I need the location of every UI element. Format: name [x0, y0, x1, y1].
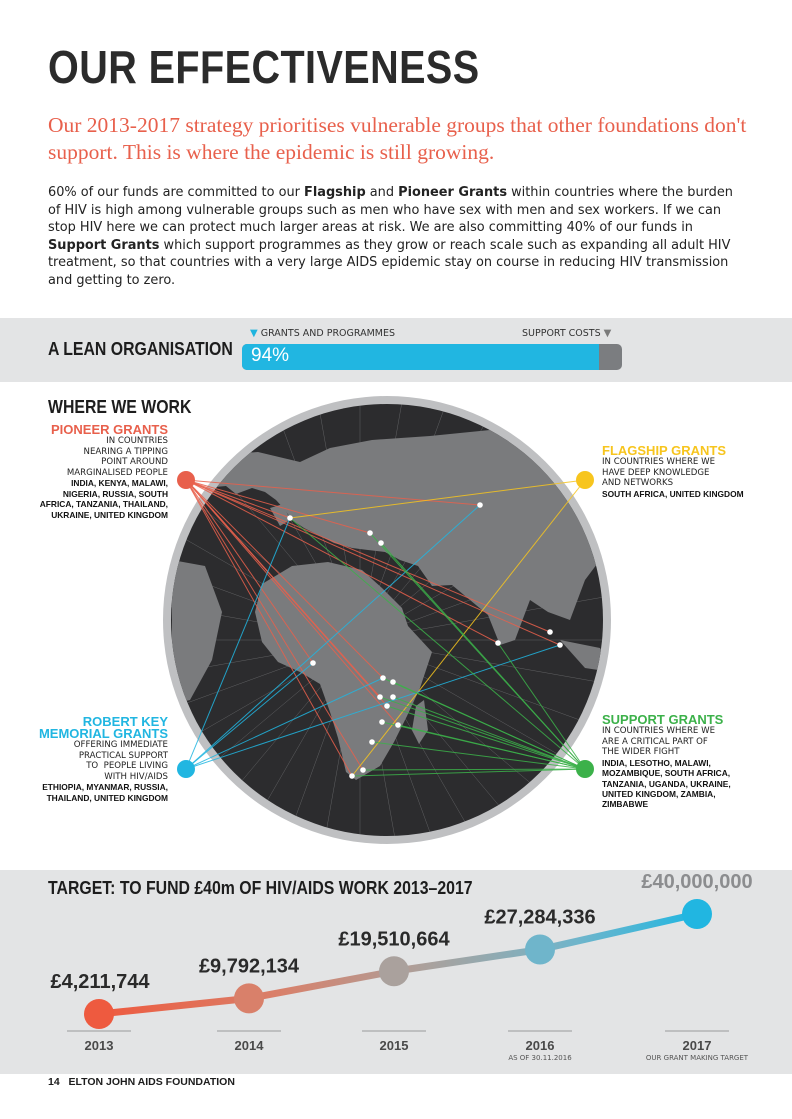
- country-dot: [384, 703, 390, 709]
- pioneer-grants-node: [177, 471, 195, 489]
- countries-line: MOZAMBIQUE, SOUTH AFRICA,: [602, 768, 731, 779]
- country-dot: [390, 679, 396, 685]
- target-marks: [51, 871, 753, 1062]
- page-footer: [48, 1076, 235, 1088]
- desc-line: IN COUNTRIES: [106, 436, 168, 446]
- intro-emphasis: Support Grants: [48, 237, 160, 253]
- country-dot: [379, 719, 385, 725]
- footer-org: ELTON JOHN AIDS FOUNDATION: [68, 1076, 235, 1088]
- triangle-down-icon: ▼: [250, 328, 258, 339]
- target-line-chart: [0, 870, 792, 1074]
- year-note: OUR GRANT MAKING TARGET: [645, 1054, 749, 1062]
- intro-paragraph: [48, 184, 748, 289]
- desc-line: TO PEOPLE LIVING: [86, 761, 168, 772]
- pioneer-grants-countries: [36, 478, 168, 520]
- intro-text: and: [365, 185, 399, 200]
- grants-programmes-label: [250, 328, 395, 339]
- robert-key-grants-heading: [36, 716, 168, 740]
- target-point-2016: [525, 935, 555, 965]
- support-grants-node: [576, 760, 594, 778]
- country-dot: [557, 642, 563, 648]
- target-value-label: £19,510,664: [338, 928, 450, 951]
- desc-line: THE WIDER FIGHT: [602, 747, 680, 758]
- pioneer-grants-desc: [36, 436, 168, 478]
- year-note: AS OF 30.11.2016: [508, 1054, 572, 1062]
- robert-key-grants-desc: [36, 740, 168, 782]
- desc-line: PRACTICAL SUPPORT: [78, 750, 168, 761]
- target-title: TARGET: TO FUND £40m OF HIV/AIDS WORK 2013–2017: [48, 878, 473, 898]
- countries-line: UNITED KINGDOM, ZAMBIA,: [602, 789, 716, 799]
- countries-line: INDIA, LESOTHO, MALAWI,: [602, 757, 711, 768]
- robert-key-grants-node: [177, 760, 195, 778]
- flagship-grants-legend: [602, 445, 752, 499]
- triangle-down-icon: ▼: [603, 328, 612, 339]
- countries-line: UKRAINE, UNITED KINGDOM: [51, 509, 168, 520]
- intro-emphasis: Flagship: [304, 185, 366, 200]
- country-dot: [367, 530, 373, 536]
- support-grants-heading: SUPPORT GRANTS: [602, 712, 724, 727]
- robert-key-grants-legend: [36, 716, 168, 803]
- country-dot: [495, 640, 501, 646]
- target-value-label: £9,792,134: [198, 955, 300, 978]
- desc-line: AND NETWORKS: [602, 478, 674, 489]
- target-point-2017: [682, 899, 712, 929]
- target-value-label: £40,000,000: [641, 871, 753, 893]
- countries-line: INDIA, KENYA, MALAWI,: [71, 478, 168, 489]
- lean-progress-bar: [242, 344, 622, 370]
- flagship-grants-desc: [602, 457, 752, 489]
- target-point-2013: [84, 999, 114, 1029]
- intro-text: within countries where the burden of HIV is high among vulnerable groups such as men who have sex with men and sex workers. If we can stop HIV here we can protect much larger areas at risk. We are also committing 40% of our funds in: [48, 185, 733, 235]
- intro-emphasis: Pioneer Grants: [398, 185, 508, 200]
- flagship-grants-node: [576, 471, 594, 489]
- country-dot: [380, 675, 386, 681]
- desc-line: IN COUNTRIES WHERE WE: [602, 726, 715, 736]
- desc-line: NEARING A TIPPING: [83, 446, 168, 457]
- support-grants-countries: [602, 758, 762, 810]
- support-label-text: SUPPORT COSTS: [522, 328, 601, 339]
- page-title: OUR EFFECTIVENESS: [48, 41, 480, 93]
- flagship-grants-countries: [602, 489, 752, 499]
- desc-line: WITH HIV/AIDS: [104, 771, 168, 782]
- desc-line: MARGINALISED PEOPLE: [66, 467, 168, 478]
- heading-line: MEMORIAL GRANTS: [38, 726, 168, 741]
- country-dot: [360, 767, 366, 773]
- desc-line: ARE A CRITICAL PART OF: [602, 736, 708, 747]
- support-grants-desc: [602, 726, 762, 758]
- country-dot: [547, 629, 553, 635]
- target-value-label: £27,284,336: [484, 906, 596, 929]
- desc-line: POINT AROUND: [101, 457, 168, 468]
- country-dot: [390, 694, 396, 700]
- lean-organisation-title: A LEAN ORGANISATION: [48, 339, 233, 359]
- country-dot: [377, 694, 383, 700]
- target-point-2014: [234, 983, 264, 1013]
- country-dot: [477, 502, 483, 508]
- country-dot: [395, 722, 401, 728]
- target-point-2015: [379, 956, 409, 986]
- countries-line: AFRICA, TANZANIA, THAILAND,: [39, 499, 168, 510]
- countries-line: TANZANIA, UGANDA, UKRAINE,: [602, 778, 731, 789]
- desc-line: HAVE DEEP KNOWLEDGE: [602, 467, 710, 478]
- year-label: 2017: [682, 1038, 712, 1053]
- desc-line: IN COUNTRIES WHERE WE: [602, 457, 715, 467]
- year-label: 2016: [525, 1038, 555, 1053]
- countries-line: NIGERIA, RUSSIA, SOUTH: [62, 488, 168, 499]
- page-number: 14: [48, 1076, 60, 1088]
- country-dot: [349, 773, 355, 779]
- support-grants-legend: [602, 714, 762, 810]
- heading-line: ROBERT KEY: [82, 714, 168, 729]
- target-value-label: £4,211,744: [50, 971, 150, 993]
- country-dot: [310, 660, 316, 666]
- robert-key-grants-countries: [36, 782, 168, 803]
- intro-text: 60% of our funds are committed to our: [48, 185, 305, 200]
- support-costs-label: [522, 328, 611, 339]
- intro-text: which support programmes as they grow or reach scale such as expanding all adult HIV treatment, so that countries with a very large AIDS epidemic stay on course in reducing HIV transmission and getting to zero.: [48, 237, 731, 288]
- desc-line: OFFERING IMMEDIATE: [73, 740, 168, 750]
- countries-line: SOUTH AFRICA, UNITED KINGDOM: [602, 488, 744, 499]
- lean-progress-fill: [242, 344, 599, 370]
- flagship-grants-heading: FLAGSHIP GRANTS: [602, 443, 726, 458]
- countries-line: THAILAND, UNITED KINGDOM: [46, 792, 168, 803]
- countries-line: ETHIOPIA, MYANMAR, RUSSIA,: [42, 782, 168, 793]
- where-we-work-title: WHERE WE WORK: [48, 397, 192, 417]
- pioneer-grants-heading: PIONEER GRANTS: [50, 422, 168, 437]
- grants-label-text: GRANTS AND PROGRAMMES: [260, 328, 396, 339]
- year-label: 2014: [234, 1038, 264, 1053]
- country-dot: [369, 739, 375, 745]
- countries-line: ZIMBABWE: [602, 799, 649, 810]
- pioneer-grants-legend: [36, 424, 168, 520]
- country-dot: [287, 515, 293, 521]
- year-label: 2015: [379, 1038, 409, 1053]
- lean-percent-label: 94%: [251, 345, 290, 366]
- country-dot: [378, 540, 384, 546]
- year-label: 2013: [84, 1038, 114, 1053]
- page-subtitle: Our 2013-2017 strategy prioritises vulnerable groups that other foundations don't support. This is where the epidemic is still growing.: [48, 113, 747, 164]
